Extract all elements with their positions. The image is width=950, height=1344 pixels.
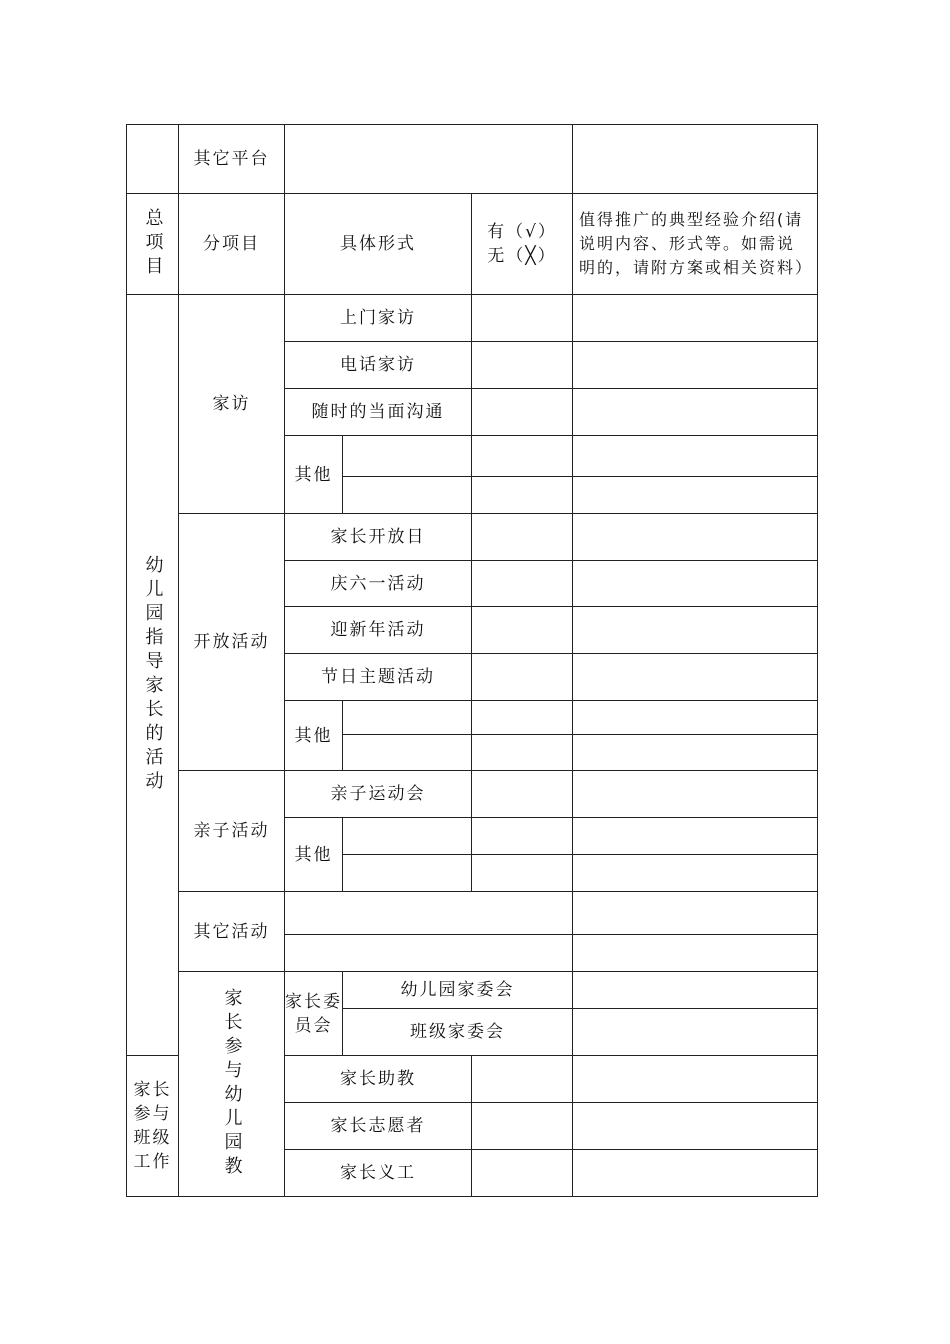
check-cell[interactable] — [472, 735, 573, 771]
list-item: 班级家委会 — [343, 1009, 573, 1056]
check-cell[interactable] — [472, 1056, 573, 1103]
desc-cell[interactable] — [573, 1103, 818, 1150]
parent-child-label: 亲子活动 — [179, 771, 285, 892]
table-row — [127, 295, 818, 342]
check-cell[interactable] — [573, 1009, 818, 1056]
other-input-cell[interactable] — [343, 436, 472, 477]
desc-cell[interactable] — [573, 561, 818, 607]
check-cell[interactable] — [472, 561, 573, 607]
desc-cell[interactable] — [573, 735, 818, 771]
table-row — [127, 771, 818, 818]
header-row — [127, 194, 818, 295]
table-cell — [127, 125, 179, 194]
other-input-cell[interactable] — [343, 818, 472, 855]
survey-table — [126, 124, 818, 1197]
list-item: 上门家访 — [285, 295, 472, 342]
header-sub-item: 分项目 — [179, 194, 285, 295]
desc-cell[interactable] — [573, 818, 818, 855]
other-activity-input[interactable] — [285, 935, 573, 972]
desc-cell[interactable] — [573, 436, 818, 477]
list-item: 节日主题活动 — [285, 654, 472, 701]
check-cell[interactable] — [472, 295, 573, 342]
check-cell[interactable] — [472, 654, 573, 701]
list-item: 庆六一活动 — [285, 561, 472, 607]
class-work-label: 家长参与班级工作 — [127, 1056, 179, 1197]
table-cell[interactable] — [573, 125, 818, 194]
check-cell[interactable] — [472, 436, 573, 477]
committee-label: 家长委员会 — [285, 972, 343, 1056]
other-activity-input[interactable] — [285, 892, 573, 935]
desc-cell[interactable] — [573, 477, 818, 514]
table-row — [127, 125, 818, 194]
other-platform-label: 其它平台 — [179, 125, 285, 194]
check-cell[interactable] — [472, 477, 573, 514]
desc-cell[interactable] — [573, 771, 818, 818]
header-main-item: 总项目 — [127, 194, 179, 295]
section2-title: 家长参与幼儿园教 — [179, 972, 285, 1197]
list-item: 家长志愿者 — [285, 1103, 472, 1150]
check-cell[interactable] — [472, 1103, 573, 1150]
list-item: 家长开放日 — [285, 514, 472, 561]
desc-cell[interactable] — [573, 1150, 818, 1197]
header-no: 无（╳） — [487, 246, 557, 266]
header-yes-no — [472, 194, 573, 295]
list-item: 家长助教 — [285, 1056, 472, 1103]
open-activity-label: 开放活动 — [179, 514, 285, 771]
check-cell[interactable] — [472, 514, 573, 561]
table-row — [127, 892, 818, 935]
desc-cell[interactable] — [573, 389, 818, 436]
desc-cell[interactable] — [573, 607, 818, 654]
other-input-cell[interactable] — [343, 701, 472, 735]
check-cell[interactable] — [472, 1150, 573, 1197]
other-input-cell[interactable] — [343, 735, 472, 771]
check-cell[interactable] — [472, 342, 573, 389]
other-label: 其他 — [285, 701, 343, 771]
section1-title: 幼儿园指导家长的活动 — [127, 295, 179, 1056]
list-item: 电话家访 — [285, 342, 472, 389]
header-description: 值得推广的典型经验介绍(请说明内容、形式等。如需说明的，请附方案或相关资料） — [573, 194, 818, 295]
desc-cell[interactable] — [573, 935, 818, 972]
list-item: 幼儿园家委会 — [343, 972, 573, 1009]
check-cell[interactable] — [472, 855, 573, 892]
header-form: 具体形式 — [285, 194, 472, 295]
list-item: 家长义工 — [285, 1150, 472, 1197]
desc-cell[interactable] — [573, 892, 818, 935]
other-input-cell[interactable] — [343, 477, 472, 514]
list-item: 随时的当面沟通 — [285, 389, 472, 436]
check-cell[interactable] — [472, 607, 573, 654]
other-activity-label: 其它活动 — [179, 892, 285, 972]
table-row — [127, 514, 818, 561]
desc-cell[interactable] — [573, 1056, 818, 1103]
list-item: 亲子运动会 — [285, 771, 472, 818]
table-cell[interactable] — [285, 125, 573, 194]
table-row — [127, 972, 818, 1009]
list-item: 迎新年活动 — [285, 607, 472, 654]
desc-cell[interactable] — [573, 855, 818, 892]
check-cell[interactable] — [472, 389, 573, 436]
desc-cell[interactable] — [573, 701, 818, 735]
header-yes: 有（√） — [487, 222, 557, 242]
check-cell[interactable] — [472, 771, 573, 818]
other-input-cell[interactable] — [343, 855, 472, 892]
desc-cell[interactable] — [573, 654, 818, 701]
check-cell[interactable] — [472, 701, 573, 735]
other-label: 其他 — [285, 818, 343, 892]
check-cell[interactable] — [573, 972, 818, 1009]
home-visit-label: 家访 — [179, 295, 285, 514]
check-cell[interactable] — [472, 818, 573, 855]
desc-cell[interactable] — [573, 514, 818, 561]
desc-cell[interactable] — [573, 342, 818, 389]
desc-cell[interactable] — [573, 295, 818, 342]
other-label: 其他 — [285, 436, 343, 514]
